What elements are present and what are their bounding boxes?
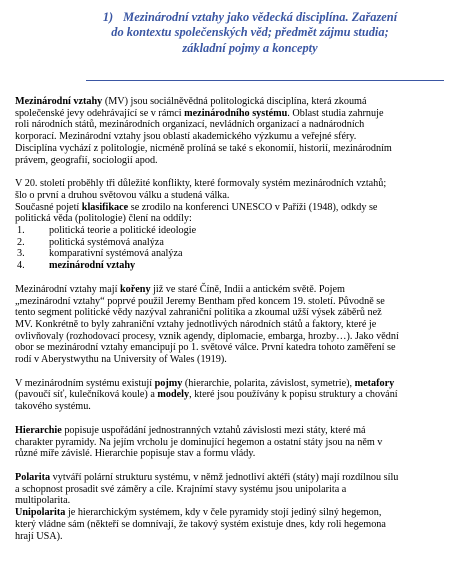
list-item: 3. komparativní systémová analýza	[17, 248, 183, 260]
paragraph-concepts: V mezinárodním systému existují pojmy (hierarchie, polarita, závislost, symetrie), metafory (pavoučí síť, kulečníková koule) a modely, které jsou používány k popisu struktury a chování takového systému.	[15, 377, 398, 413]
list-item: 2. politická systémová analýza	[17, 236, 164, 248]
list-item: 4. mezinárodní vztahy	[17, 260, 136, 272]
paragraph-conflicts: V 20. století proběhly tři důležité konflikty, které formovaly systém mezinárodních vztahů; šlo o první a druhou světovou válku a studená válka. Současné pojetí klasifikace se zrodilo na konferenci UNESCO v Paříži (1948), odkdy se politická věda (politologie) člení na oddíly:	[15, 178, 387, 225]
paragraph-hierarchy: Hierarchie popisuje uspořádání jednostranných vztahů závislosti mezi státy, které má charakter pyramidy. Na jejím vrcholu je dominující hegemon a ostatní státy jsou na něm v různé míře závislé. Hierarchie popisuje stav a formu vlády.	[15, 424, 383, 460]
paragraph-definition: Mezinárodní vztahy (MV) jsou sociálněvědná politologická disciplína, která zkoumá společenské jevy odehrávající se v rámci mezinárodního systému. Oblast studia zahrnuje roli národních států, mezinárodních organizací, nevládních organizací a nadnárodních korporací. Mezinárodní vztahy jsou oblastí akademického výzkumu a veřejné sféry. Disciplína vychází z politologie, nicméně prolíná se také s ekonomií, historií, mezinárodním právem, geografií, sociologií apod.	[15, 96, 392, 166]
document-body	[15, 96, 445, 542]
paragraph-polarity: Polarita vytváří polární strukturu systému, v němž jednotliví aktéři (státy) mají rozdílnou sílu a schopnost prosadit své záměry a cíle. Krajnímí stavy systému jsou unipolarita a multipolarita.	[15, 471, 399, 507]
heading-line-1: 1) Mezinárodní vztahy jako vědecká disciplína. Zařazení	[102, 10, 398, 24]
heading-number: 1)	[102, 10, 114, 24]
list-item: 1. politická teorie a politické ideologie	[17, 225, 197, 237]
paragraph-unipolarity: Unipolarita je hierarchickým systémem, kdy v čele pyramidy stojí jediný silný hegemon, který vládne sám (někteří se domnívají, že takový systém existuje dnes, kdy roli hegemona hrají USA).	[15, 507, 386, 542]
division-list	[15, 225, 445, 272]
heading-line-2: do kontextu společenských věd; předmět zájmu studia;	[111, 25, 389, 40]
heading-line-3: základní pojmy a koncepty	[182, 40, 318, 55]
heading-underline	[86, 80, 444, 81]
section-heading	[60, 10, 440, 56]
paragraph-history: Mezinárodní vztahy mají kořeny již ve staré Číně, Indii a antickém světě. Pojem „mezinárodní vztahy“ poprvé použil Jeremy Bentham před koncem 19. století. Původně se tento segment politické vědy nazýval zahraniční politika a zkoumal užší výsek záběrů než MV. Konkrétně to byly zahraniční vztahy jednotlivých národních států a faktory, které je ovlivňovaly (rozhodovací procesy, vznik agendy, diplomacie, embarga, hrozby…). Jako vědní obor se mezinárodní vztahy emancipují po 1. světové válce. První katedra tohoto zaměření se rodí v Aberystwythu na University of Wales (1919).	[15, 283, 399, 366]
